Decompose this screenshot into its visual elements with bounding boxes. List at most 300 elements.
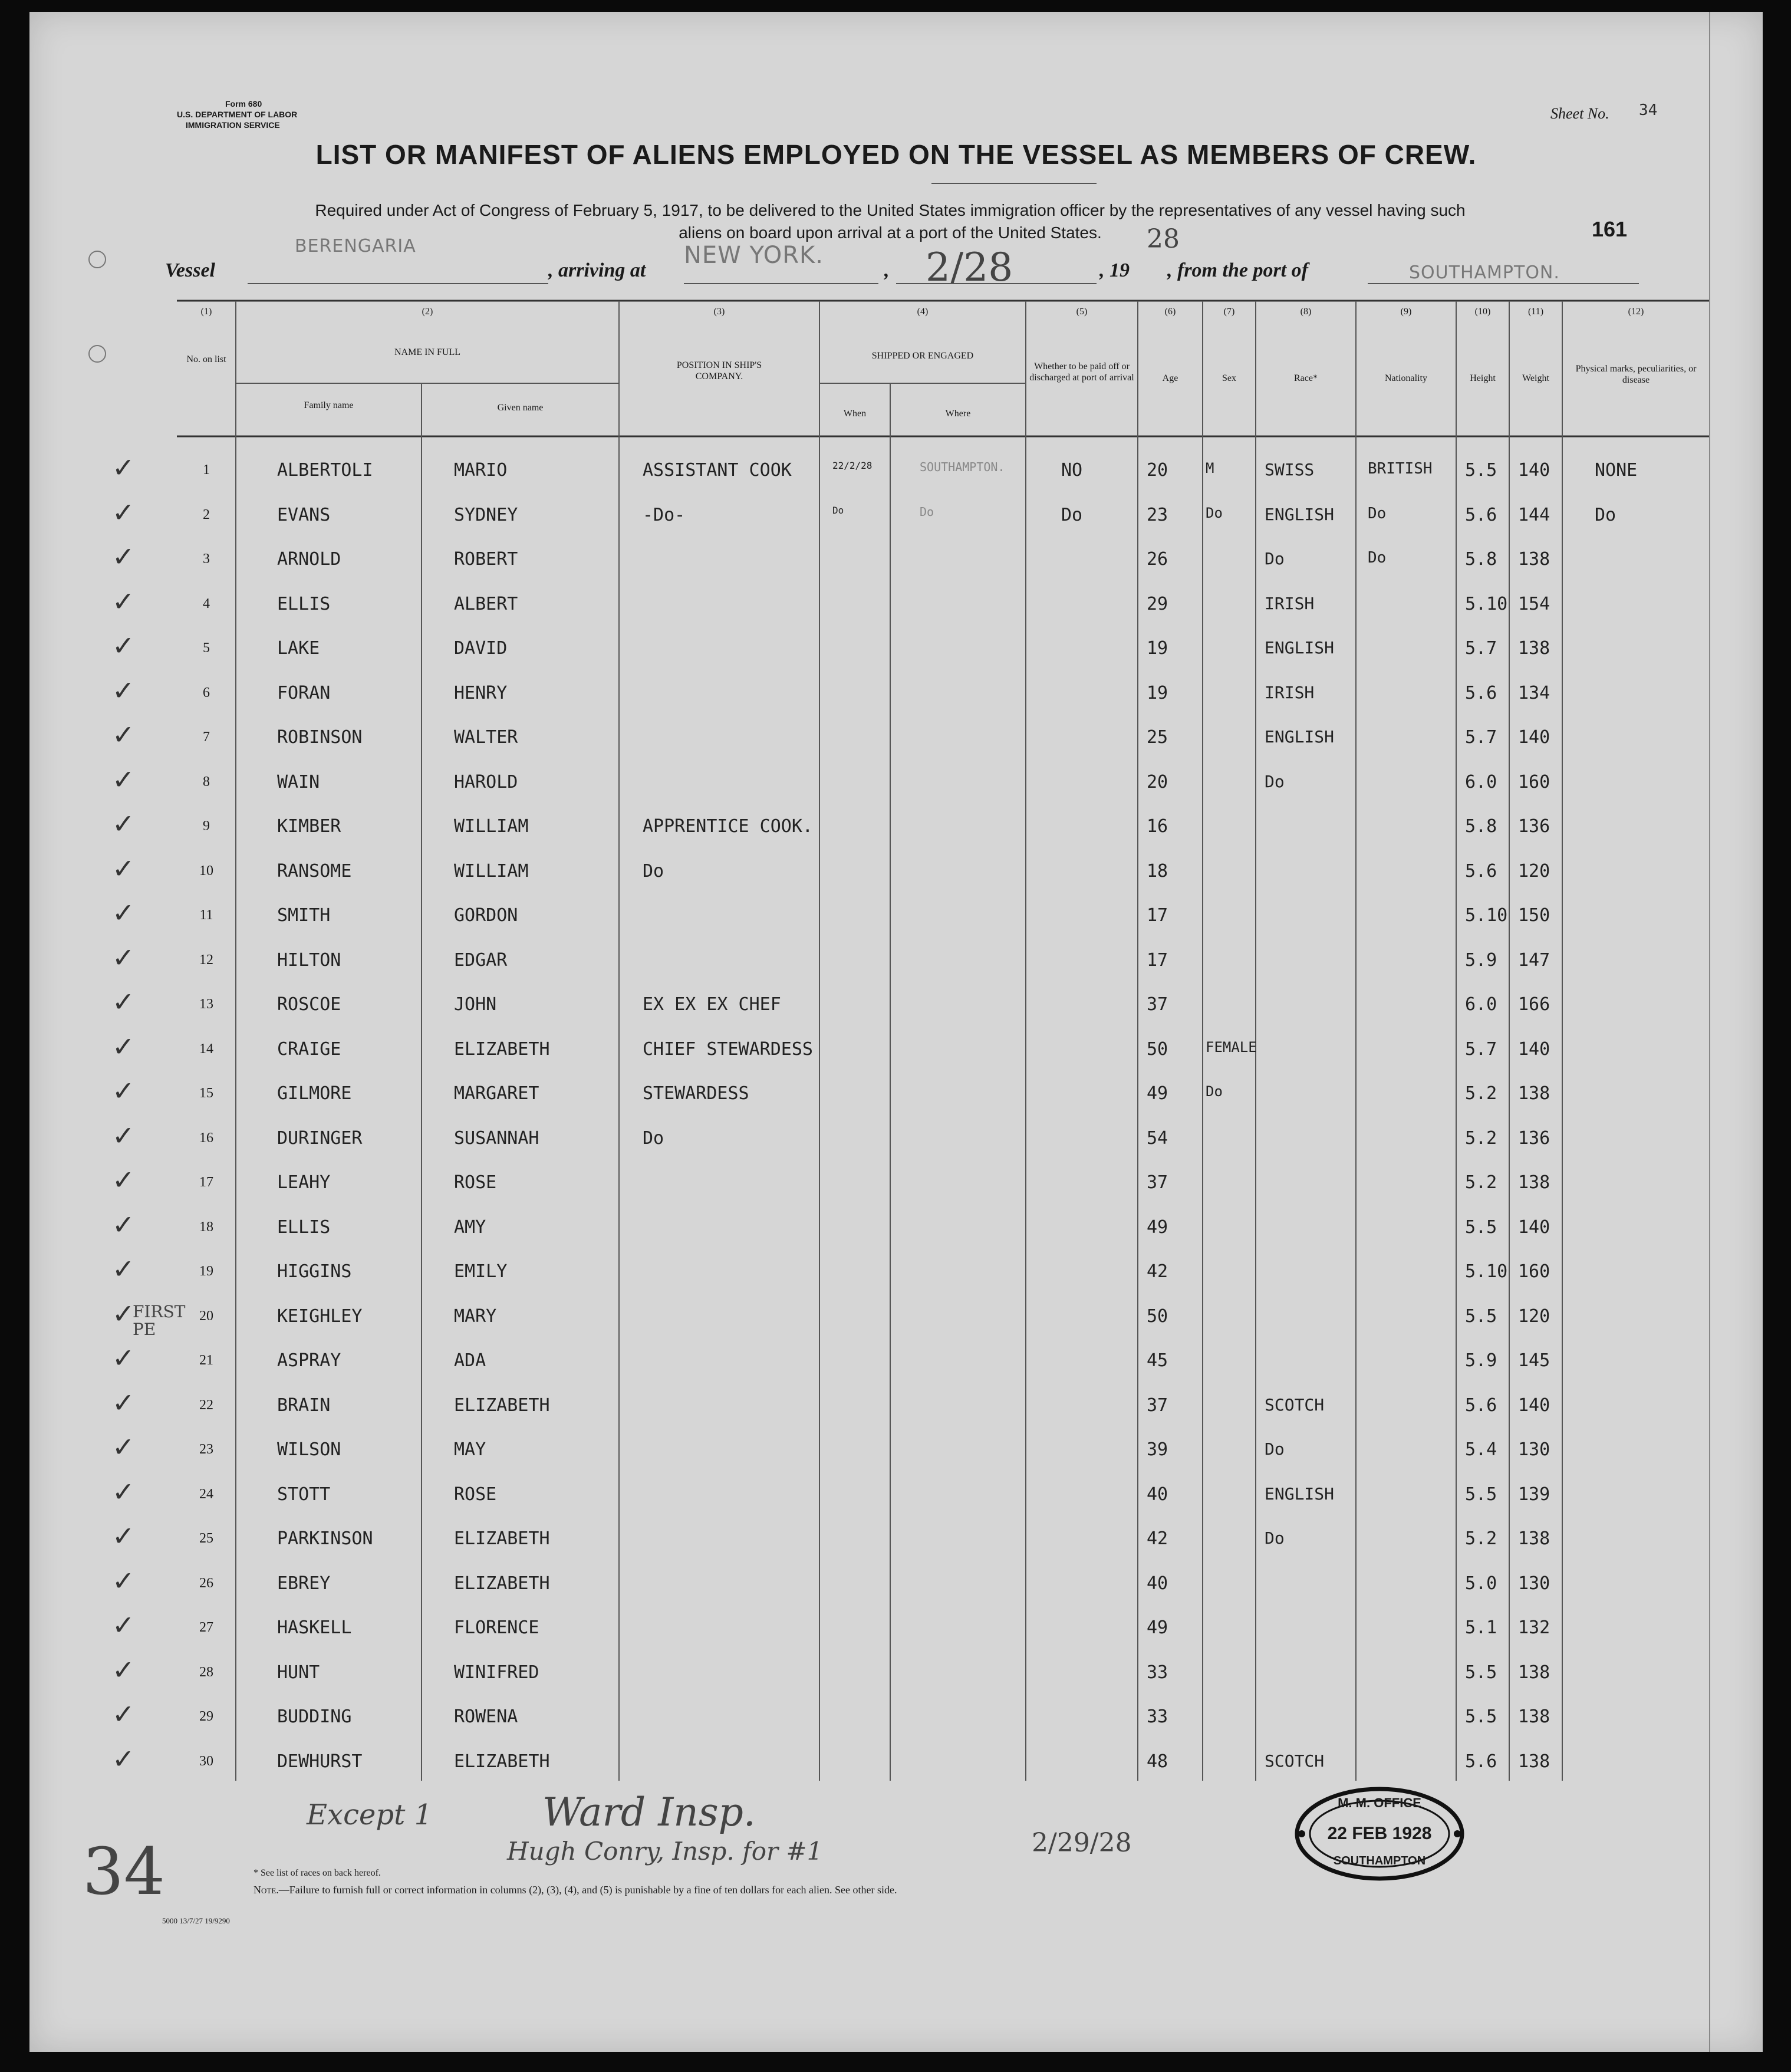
header-race: Race* [1294, 373, 1318, 383]
cell-weight: 138 [1518, 1706, 1550, 1727]
cell-height: 5.7 [1465, 727, 1497, 748]
cell-weight: 134 [1518, 682, 1550, 703]
races-note: * See list of races on back hereof. [253, 1868, 381, 1878]
cell-weight: 138 [1518, 638, 1550, 659]
from-label: , from the port of [1167, 259, 1308, 281]
cell-given: HAROLD [454, 771, 518, 792]
cell-race: SCOTCH [1265, 1395, 1325, 1415]
date-comma: , [884, 259, 890, 281]
cell-age: 23 [1147, 504, 1168, 525]
header-no-on-list: No. on list [186, 354, 226, 364]
cell-family: KEIGHLEY [277, 1305, 363, 1327]
cell-given: HENRY [454, 682, 508, 703]
cell-weight: 147 [1518, 949, 1550, 971]
printer-code: 5000 13/7/27 19/9290 [162, 1916, 230, 1925]
cell-height: 5.5 [1465, 1216, 1497, 1238]
col-num-10: (10) [1474, 307, 1491, 317]
cell-weight: 120 [1518, 860, 1550, 882]
cell-given: WILLIAM [454, 860, 529, 882]
cell-weight: 166 [1518, 994, 1550, 1015]
cell-height: 5.2 [1465, 1172, 1497, 1193]
col-num-9: (9) [1400, 307, 1412, 317]
col-num-5: (5) [1076, 307, 1088, 317]
cell-weight: 136 [1518, 816, 1550, 837]
cell-height: 5.6 [1465, 860, 1497, 882]
cell-given: WILLIAM [454, 816, 529, 837]
check-mark-icon: ✓ [112, 452, 135, 483]
cell-height: 6.0 [1465, 771, 1497, 792]
cell-given: WINIFRED [454, 1662, 539, 1683]
cell-family: ELLIS [277, 1216, 331, 1238]
cell-family: ROSCOE [277, 994, 341, 1015]
cell-height: 5.0 [1465, 1573, 1497, 1594]
cell-given: SUSANNAH [454, 1127, 539, 1149]
vessel-name: BERENGARIA [295, 236, 416, 256]
cell-age: 39 [1147, 1439, 1168, 1460]
cell-given: ADA [454, 1350, 486, 1371]
cell-family: FORAN [277, 682, 331, 703]
cell-family: BUDDING [277, 1706, 352, 1727]
row-number: 3 [203, 551, 210, 567]
year-prefix: , 19 [1099, 259, 1130, 281]
inspector2-signature: Hugh Conry, Insp. for #1 [507, 1837, 823, 1866]
cell-position: ASSISTANT COOK [643, 460, 792, 481]
header-where: Where [945, 409, 971, 419]
row-number: 29 [199, 1709, 213, 1724]
stamp-top-text: M. M. OFFICE [1338, 1795, 1421, 1810]
cell-family: LAKE [277, 638, 320, 659]
cell-given: AMY [454, 1216, 486, 1238]
check-mark-icon: ✓ [112, 1610, 135, 1640]
cell-age: 26 [1147, 549, 1168, 570]
margin-note: FIRST PE [133, 1302, 186, 1339]
arriving-label: , arriving at [548, 259, 646, 281]
check-mark-icon: ✓ [112, 764, 135, 795]
cell-family: SMITH [277, 905, 331, 926]
stamp-date: 22 FEB 1928 [1327, 1824, 1432, 1843]
cell-height: 5.6 [1465, 682, 1497, 703]
row-number: 8 [203, 774, 210, 790]
row-number: 12 [199, 952, 213, 968]
cell-given: ELIZABETH [454, 1751, 550, 1772]
check-mark-icon: ✓ [112, 675, 135, 706]
mm-office-stamp [1291, 1784, 1468, 1884]
cell-sex: M [1206, 460, 1214, 476]
cell-weight: 139 [1518, 1484, 1550, 1505]
cell-position: Do [643, 1127, 664, 1149]
cell-age: 50 [1147, 1305, 1168, 1327]
cell-weight: 138 [1518, 1083, 1550, 1104]
cell-weight: 140 [1518, 1038, 1550, 1060]
row-number: 27 [199, 1620, 213, 1635]
header-position: POSITION IN SHIP'S COMPANY. [676, 360, 762, 381]
cell-position: APPRENTICE COOK. [643, 816, 813, 837]
row-number: 19 [199, 1264, 213, 1279]
header-given-name: Given name [497, 403, 544, 413]
cell-age: 29 [1147, 593, 1168, 614]
note-body: —Failure to furnish full or correct information in columns (2), (3), (4), and (5) is punishable by a fine of ten dollars for each alien. See other side. [278, 1884, 897, 1896]
cell-when: 22/2/28 [832, 460, 873, 471]
col-num-2: (2) [422, 307, 433, 317]
manifest-sheet [29, 12, 1763, 2052]
row-number: 30 [199, 1753, 213, 1769]
check-mark-icon: ✓ [112, 986, 135, 1017]
page-title: LIST OR MANIFEST OF ALIENS EMPLOYED ON THE VESSEL AS MEMBERS OF CREW. [315, 139, 1477, 170]
cell-family: CRAIGE [277, 1038, 341, 1060]
inspector-signature: Ward Insp. [542, 1790, 756, 1835]
cell-age: 49 [1147, 1216, 1168, 1238]
row-number: 15 [199, 1086, 213, 1101]
cell-age: 37 [1147, 1395, 1168, 1416]
cell-weight: 154 [1518, 593, 1550, 614]
row-number: 2 [203, 507, 210, 522]
cell-given: DAVID [454, 638, 508, 659]
cell-given: ELIZABETH [454, 1038, 550, 1060]
arrival-year: 28 [1147, 224, 1180, 254]
row-number: 5 [203, 640, 210, 656]
check-mark-icon: ✓ [112, 1565, 135, 1596]
cell-given: ELIZABETH [454, 1395, 550, 1416]
col-num-6: (6) [1164, 307, 1176, 317]
cell-family: DEWHURST [277, 1751, 363, 1772]
cell-race: ENGLISH [1265, 1484, 1335, 1504]
cell-age: 42 [1147, 1261, 1168, 1282]
cell-sex: Do [1206, 1083, 1223, 1100]
cell-race: Do [1265, 1439, 1285, 1459]
cell-family: HIGGINS [277, 1261, 352, 1282]
cell-height: 5.5 [1465, 1706, 1497, 1727]
cell-given: SYDNEY [454, 504, 518, 525]
check-mark-icon: ✓ [112, 1699, 135, 1729]
check-mark-icon: ✓ [112, 1387, 135, 1418]
cell-weight: 132 [1518, 1617, 1550, 1638]
cell-family: KIMBER [277, 816, 341, 837]
vessel-label: Vessel [165, 259, 215, 281]
cell-family: HASKELL [277, 1617, 352, 1638]
cell-when: Do [832, 504, 844, 516]
cell-weight: 144 [1518, 504, 1550, 525]
inspector2-date: 2/29/28 [1032, 1828, 1132, 1858]
cell-family: ALBERTOLI [277, 460, 373, 481]
cell-given: EDGAR [454, 949, 508, 971]
cell-family: GILMORE [277, 1083, 352, 1104]
cell-position: Do [643, 860, 664, 882]
cell-family: ARNOLD [277, 549, 341, 570]
check-mark-icon: ✓ [112, 1432, 135, 1462]
row-number: 28 [199, 1664, 213, 1680]
cell-nationality: Do [1368, 549, 1387, 567]
cell-height: 5.9 [1465, 1350, 1497, 1371]
big-sheet-number: 34 [83, 1834, 165, 1909]
cell-family: ASPRAY [277, 1350, 341, 1371]
cell-family: WILSON [277, 1439, 341, 1460]
check-mark-icon: ✓ [112, 630, 135, 661]
row-number: 14 [199, 1041, 213, 1057]
except-note: Except 1 [307, 1798, 433, 1831]
cell-given: WALTER [454, 727, 518, 748]
cell-age: 20 [1147, 460, 1168, 481]
cell-nationality: BRITISH [1368, 460, 1433, 478]
cell-age: 48 [1147, 1751, 1168, 1772]
row-number: 22 [199, 1397, 213, 1413]
check-mark-icon: ✓ [112, 1254, 135, 1284]
cell-height: 5.4 [1465, 1439, 1497, 1460]
row-number: 11 [199, 907, 213, 923]
form-number: Form 680 [225, 99, 262, 108]
sheet-label: Sheet No. [1550, 105, 1609, 122]
col-num-12: (12) [1628, 307, 1644, 317]
row-number: 6 [203, 685, 210, 700]
cell-given: MARY [454, 1305, 497, 1327]
check-mark-icon: ✓ [112, 1476, 135, 1507]
cell-family: EBREY [277, 1573, 331, 1594]
check-mark-icon: ✓ [112, 719, 135, 750]
check-mark-icon: ✓ [112, 1298, 135, 1329]
cell-nationality: Do [1368, 504, 1387, 522]
cell-weight: 138 [1518, 1751, 1550, 1772]
cell-race: ENGLISH [1265, 638, 1335, 657]
cell-race: SCOTCH [1265, 1751, 1325, 1771]
cell-given: ROSE [454, 1484, 497, 1505]
cell-position: CHIEF STEWARDESS [643, 1038, 813, 1060]
cell-race: IRISH [1265, 593, 1315, 613]
cell-given: ELIZABETH [454, 1573, 550, 1594]
cell-age: 49 [1147, 1083, 1168, 1104]
header-name-in-full: NAME IN FULL [394, 347, 460, 357]
sheet-value: 34 [1639, 101, 1658, 119]
cell-age: 33 [1147, 1706, 1168, 1727]
check-mark-icon: ✓ [112, 853, 135, 884]
cell-given: EMILY [454, 1261, 508, 1282]
cell-given: FLORENCE [454, 1617, 539, 1638]
cell-given: JOHN [454, 994, 497, 1015]
cell-age: 25 [1147, 727, 1168, 748]
cell-given: GORDON [454, 905, 518, 926]
arriving-port: NEW YORK. [684, 242, 824, 269]
cell-given: MARIO [454, 460, 508, 481]
header-age: Age [1162, 373, 1178, 383]
row-number: 23 [199, 1442, 213, 1457]
cell-age: 42 [1147, 1528, 1168, 1549]
col-num-11: (11) [1527, 307, 1544, 317]
cell-weight: 150 [1518, 905, 1550, 926]
requirement-line-1: Required under Act of Congress of February 5, 1917, to be delivered to the United States immigration officer by the representatives of any vessel having such [315, 201, 1466, 219]
cell-age: 40 [1147, 1573, 1168, 1594]
cell-race: ENGLISH [1265, 504, 1335, 524]
header-nationality: Nationality [1385, 373, 1427, 383]
cell-age: 17 [1147, 949, 1168, 971]
check-mark-icon: ✓ [112, 1343, 135, 1373]
cell-paid: Do [1061, 504, 1083, 525]
row-number: 24 [199, 1486, 213, 1502]
cell-given: ALBERT [454, 593, 518, 614]
cell-given: MARGARET [454, 1083, 539, 1104]
row-number: 26 [199, 1575, 213, 1591]
cell-family: WAIN [277, 771, 320, 792]
cell-height: 5.5 [1465, 1305, 1497, 1327]
col-num-3: (3) [713, 307, 725, 317]
cell-paid: NO [1061, 460, 1083, 481]
cell-age: 40 [1147, 1484, 1168, 1505]
cell-weight: 140 [1518, 727, 1550, 748]
cell-weight: 138 [1518, 1528, 1550, 1549]
stamp-bottom-text: SOUTHAMPTON [1333, 1854, 1426, 1867]
cell-age: 18 [1147, 860, 1168, 882]
cell-age: 19 [1147, 638, 1168, 659]
cell-weight: 140 [1518, 1216, 1550, 1238]
row-number: 13 [199, 996, 213, 1012]
cell-weight: 138 [1518, 1662, 1550, 1683]
cell-sex: FEMALE [1206, 1038, 1257, 1055]
cell-height: 5.2 [1465, 1083, 1497, 1104]
cell-weight: 160 [1518, 1261, 1550, 1282]
cell-weight: 140 [1518, 1395, 1550, 1416]
cell-family: HILTON [277, 949, 341, 971]
cell-age: 45 [1147, 1350, 1168, 1371]
cell-height: 5.10 [1465, 593, 1508, 614]
cell-sex: Do [1206, 504, 1223, 521]
cell-family: RANSOME [277, 860, 352, 882]
col-num-8: (8) [1300, 307, 1312, 317]
cell-family: DURINGER [277, 1127, 363, 1149]
cell-height: 6.0 [1465, 994, 1497, 1015]
cell-family: ROBINSON [277, 727, 363, 748]
cell-height: 5.2 [1465, 1528, 1497, 1549]
cell-family: PARKINSON [277, 1528, 373, 1549]
cell-height: 5.5 [1465, 1662, 1497, 1683]
cell-family: ELLIS [277, 593, 331, 614]
from-port: SOUTHAMPTON. [1409, 262, 1560, 283]
row-number: 7 [203, 729, 210, 745]
cell-age: 37 [1147, 1172, 1168, 1193]
col-num-7: (7) [1223, 307, 1235, 317]
row-number: 17 [199, 1175, 213, 1190]
cell-family: BRAIN [277, 1395, 331, 1416]
cell-height: 5.5 [1465, 460, 1497, 481]
check-mark-icon: ✓ [112, 1120, 135, 1151]
check-mark-icon: ✓ [112, 1521, 135, 1551]
requirement-line-2: aliens on board upon arrival at a port of the United States. [679, 223, 1102, 242]
row-number: 16 [199, 1130, 213, 1146]
check-mark-icon: ✓ [112, 496, 135, 528]
cell-where: Do [920, 504, 934, 519]
table-grid [29, 12, 1763, 2052]
check-mark-icon: ✓ [112, 1654, 135, 1685]
cell-height: 5.7 [1465, 1038, 1497, 1060]
cell-family: HUNT [277, 1662, 320, 1683]
cell-weight: 138 [1518, 1172, 1550, 1193]
row-number: 20 [199, 1308, 213, 1324]
check-mark-icon: ✓ [112, 1165, 135, 1195]
cell-age: 54 [1147, 1127, 1168, 1149]
cell-position: STEWARDESS [643, 1083, 749, 1104]
row-number: 1 [203, 462, 210, 478]
cell-age: 49 [1147, 1617, 1168, 1638]
arrival-date: 2/28 [926, 245, 1013, 290]
check-mark-icon: ✓ [112, 942, 135, 973]
check-mark-icon: ✓ [112, 808, 135, 839]
row-number: 21 [199, 1353, 213, 1368]
col-num-1: (1) [200, 307, 212, 317]
cell-given: MAY [454, 1439, 486, 1460]
header-sex: Sex [1222, 373, 1236, 383]
check-mark-icon: ✓ [112, 1743, 135, 1774]
check-mark-icon: ✓ [112, 586, 135, 617]
cell-weight: 138 [1518, 549, 1550, 570]
row-number: 25 [199, 1531, 213, 1546]
cell-height: 5.7 [1465, 638, 1497, 659]
cell-physical: NONE [1595, 460, 1638, 481]
cell-race: Do [1265, 549, 1285, 568]
cell-given: ELIZABETH [454, 1528, 550, 1549]
cell-age: 19 [1147, 682, 1168, 703]
cell-age: 50 [1147, 1038, 1168, 1060]
note-text [253, 1884, 897, 1896]
header-family-name: Family name [304, 400, 354, 410]
cell-physical: Do [1595, 504, 1616, 525]
cell-given: ROBERT [454, 549, 518, 570]
note-label: Note. [253, 1884, 279, 1896]
cell-given: ROWENA [454, 1706, 518, 1727]
cell-age: 16 [1147, 816, 1168, 837]
check-mark-icon: ✓ [112, 897, 135, 928]
cell-height: 5.6 [1465, 1751, 1497, 1772]
cell-age: 17 [1147, 905, 1168, 926]
cell-height: 5.8 [1465, 816, 1497, 837]
cell-age: 37 [1147, 994, 1168, 1015]
header-paid-off: Whether to be paid off or discharged at port of arrival [1029, 361, 1134, 383]
row-number: 18 [199, 1219, 213, 1235]
header-shipped: SHIPPED OR ENGAGED [871, 351, 974, 361]
cell-race: SWISS [1265, 460, 1315, 479]
header-when: When [843, 409, 867, 419]
header-physical: Physical marks, peculiarities, or disease [1575, 364, 1697, 385]
cell-position: -Do- [643, 504, 686, 525]
service-name: IMMIGRATION SERVICE [186, 120, 280, 130]
cell-height: 5.8 [1465, 549, 1497, 570]
page-number: 161 [1592, 217, 1628, 241]
cell-age: 33 [1147, 1662, 1168, 1683]
row-number: 9 [203, 818, 210, 834]
cell-where: SOUTHAMPTON. [920, 460, 1005, 474]
cell-weight: 130 [1518, 1573, 1550, 1594]
department-name: U.S. DEPARTMENT OF LABOR [177, 110, 298, 119]
cell-race: Do [1265, 771, 1285, 791]
cell-weight: 160 [1518, 771, 1550, 792]
cell-family: EVANS [277, 504, 331, 525]
cell-given: ROSE [454, 1172, 497, 1193]
check-mark-icon: ✓ [112, 1209, 135, 1240]
check-mark-icon: ✓ [112, 1076, 135, 1106]
cell-weight: 140 [1518, 460, 1550, 481]
header-height: Height [1470, 373, 1496, 383]
cell-race: Do [1265, 1528, 1285, 1548]
cell-height: 5.6 [1465, 504, 1497, 525]
cell-position: EX EX EX CHEF [643, 994, 781, 1015]
check-mark-icon: ✓ [112, 541, 135, 572]
cell-height: 5.10 [1465, 1261, 1508, 1282]
cell-weight: 136 [1518, 1127, 1550, 1149]
cell-height: 5.5 [1465, 1484, 1497, 1505]
row-number: 10 [199, 863, 213, 879]
cell-family: STOTT [277, 1484, 331, 1505]
cell-height: 5.10 [1465, 905, 1508, 926]
cell-weight: 145 [1518, 1350, 1550, 1371]
col-num-4: (4) [917, 307, 929, 317]
header-weight: Weight [1522, 373, 1549, 383]
cell-race: IRISH [1265, 682, 1315, 702]
cell-weight: 120 [1518, 1305, 1550, 1327]
